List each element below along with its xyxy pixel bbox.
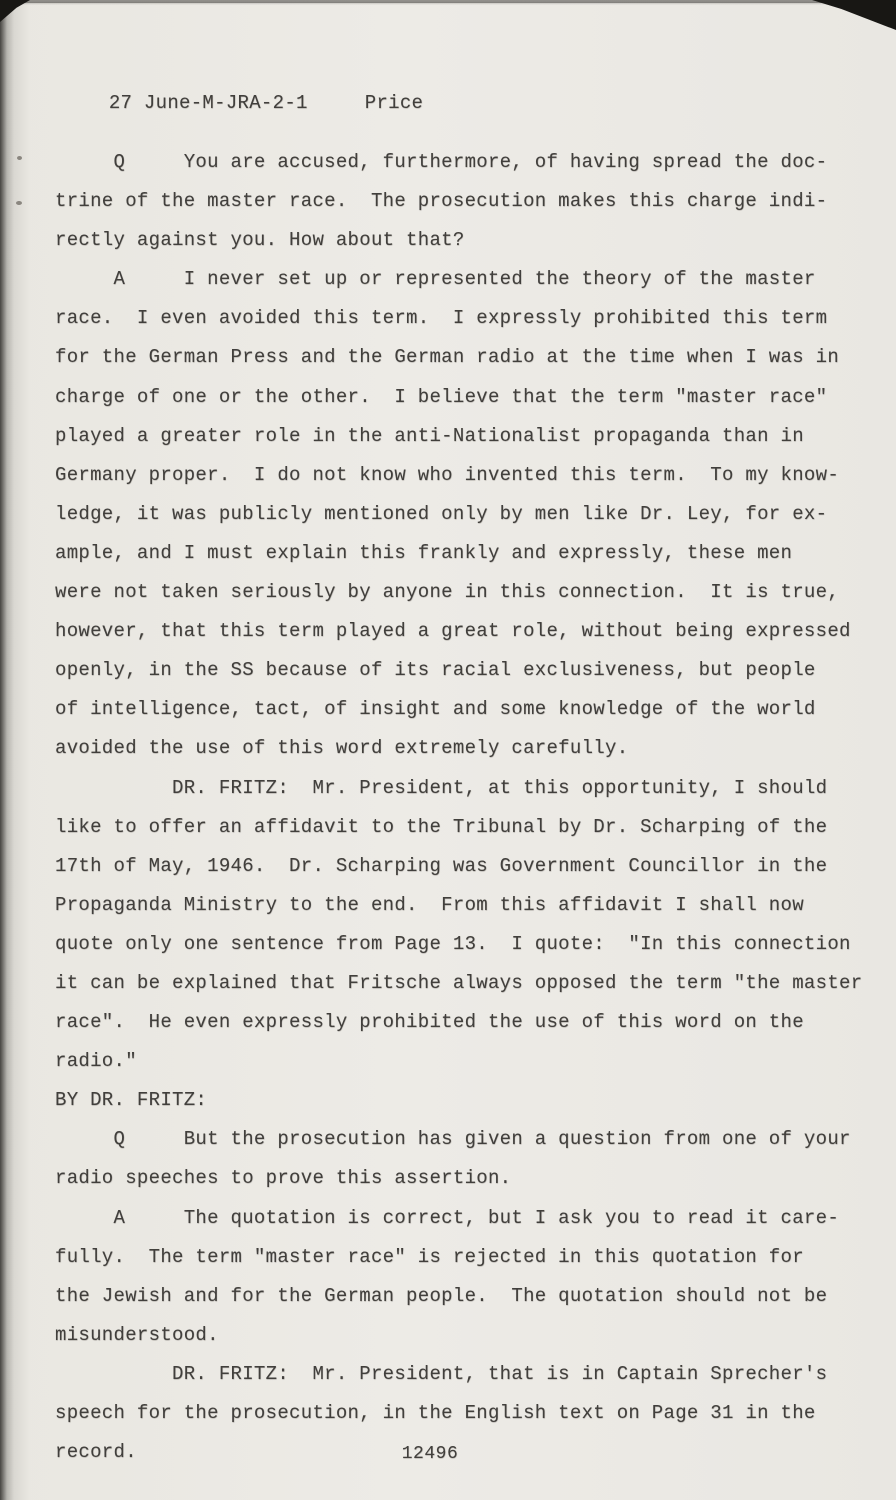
page-header [62, 70, 423, 136]
transcript-line: like to offer an affidavit to the Tribunal by Dr. Scharping of the [55, 815, 828, 838]
page-number: 12496 [401, 1444, 459, 1464]
transcript-line: 17th of May, 1946. Dr. Scharping was Government Councillor in the [55, 854, 828, 877]
transcript-line: DR. FRITZ: Mr. President, that is in Captain Sprecher's [55, 1362, 828, 1385]
scan-corner-top-left [0, 0, 30, 22]
transcript-line: fully. The term "master race" is rejected in this quotation for [55, 1245, 804, 1268]
scan-corner-top-right [812, 0, 896, 30]
transcript-line: Q But the prosecution has given a question from one of your [55, 1128, 851, 1151]
transcript-line: openly, in the SS because of its racial exclusiveness, but people [55, 659, 816, 682]
transcript-line: avoided the use of this word extremely carefully. [55, 737, 629, 760]
transcript-line: speech for the prosecution, in the English text on Page 31 in the [55, 1402, 816, 1424]
transcript-line: Germany proper. I do not know who invented this term. To my know- [55, 463, 840, 486]
transcript-line: rectly against you. How about that? [55, 229, 465, 252]
transcript-line: Propaganda Ministry to the end. From this affidavit I shall now [55, 893, 804, 916]
transcript-line: quote only one sentence from Page 13. I quote: "In this connection [55, 932, 851, 955]
transcript-line: it can be explained that Fritsche always opposed the term "the master [55, 971, 863, 994]
scan-edge-bottom [0, 0, 896, 3]
scan-speck [17, 156, 22, 160]
transcript-line: A I never set up or represented the theory of the master [55, 268, 816, 291]
transcript-line: for the German Press and the German radio at the time when I was in [55, 346, 840, 369]
scan-speck [16, 201, 22, 205]
transcript-line: Q You are accused, furthermore, of having spread the doc- [55, 151, 828, 173]
transcript-line: race". He even expressly prohibited the use of this word on the [55, 1011, 804, 1034]
transcript-line: race. I even avoided this term. I expressly prohibited this term [55, 307, 828, 330]
transcript-line: were not taken seriously by anyone in this connection. It is true, [55, 581, 840, 604]
transcript-content [55, 143, 863, 1472]
header-reporter-name: Price [364, 92, 424, 114]
transcript-line: charge of one or the other. I believe that the term "master race" [55, 385, 828, 408]
header-reference: 27 June-M-JRA-2-1 [108, 92, 308, 114]
transcript-line: ample, and I must explain this frankly and expressly, these men [55, 541, 793, 564]
transcript-line: DR. FRITZ: Mr. President, at this opportunity, I should [55, 776, 828, 799]
transcript-line: A The quotation is correct, but I ask you to read it care- [55, 1206, 840, 1229]
transcript-line: record. [55, 1441, 137, 1464]
transcript-line: however, that this term played a great role, without being expressed [55, 620, 851, 643]
transcript-line: BY DR. FRITZ: [55, 1089, 208, 1112]
transcript-line: radio." [55, 1050, 137, 1073]
transcript-line: of intelligence, tact, of insight and some knowledge of the world [55, 698, 816, 721]
transcript-line: misunderstood. [55, 1323, 219, 1346]
transcript-line: trine of the master race. The prosecution makes this charge indi- [55, 190, 828, 213]
transcript-line: the Jewish and for the German people. The quotation should not be [55, 1284, 828, 1307]
transcript-line: played a greater role in the anti-Nationalist propaganda than in [55, 424, 804, 447]
transcript-line: ledge, it was publicly mentioned only by men like Dr. Ley, for ex- [55, 502, 828, 525]
transcript-line: radio speeches to prove this assertion. [55, 1167, 512, 1190]
